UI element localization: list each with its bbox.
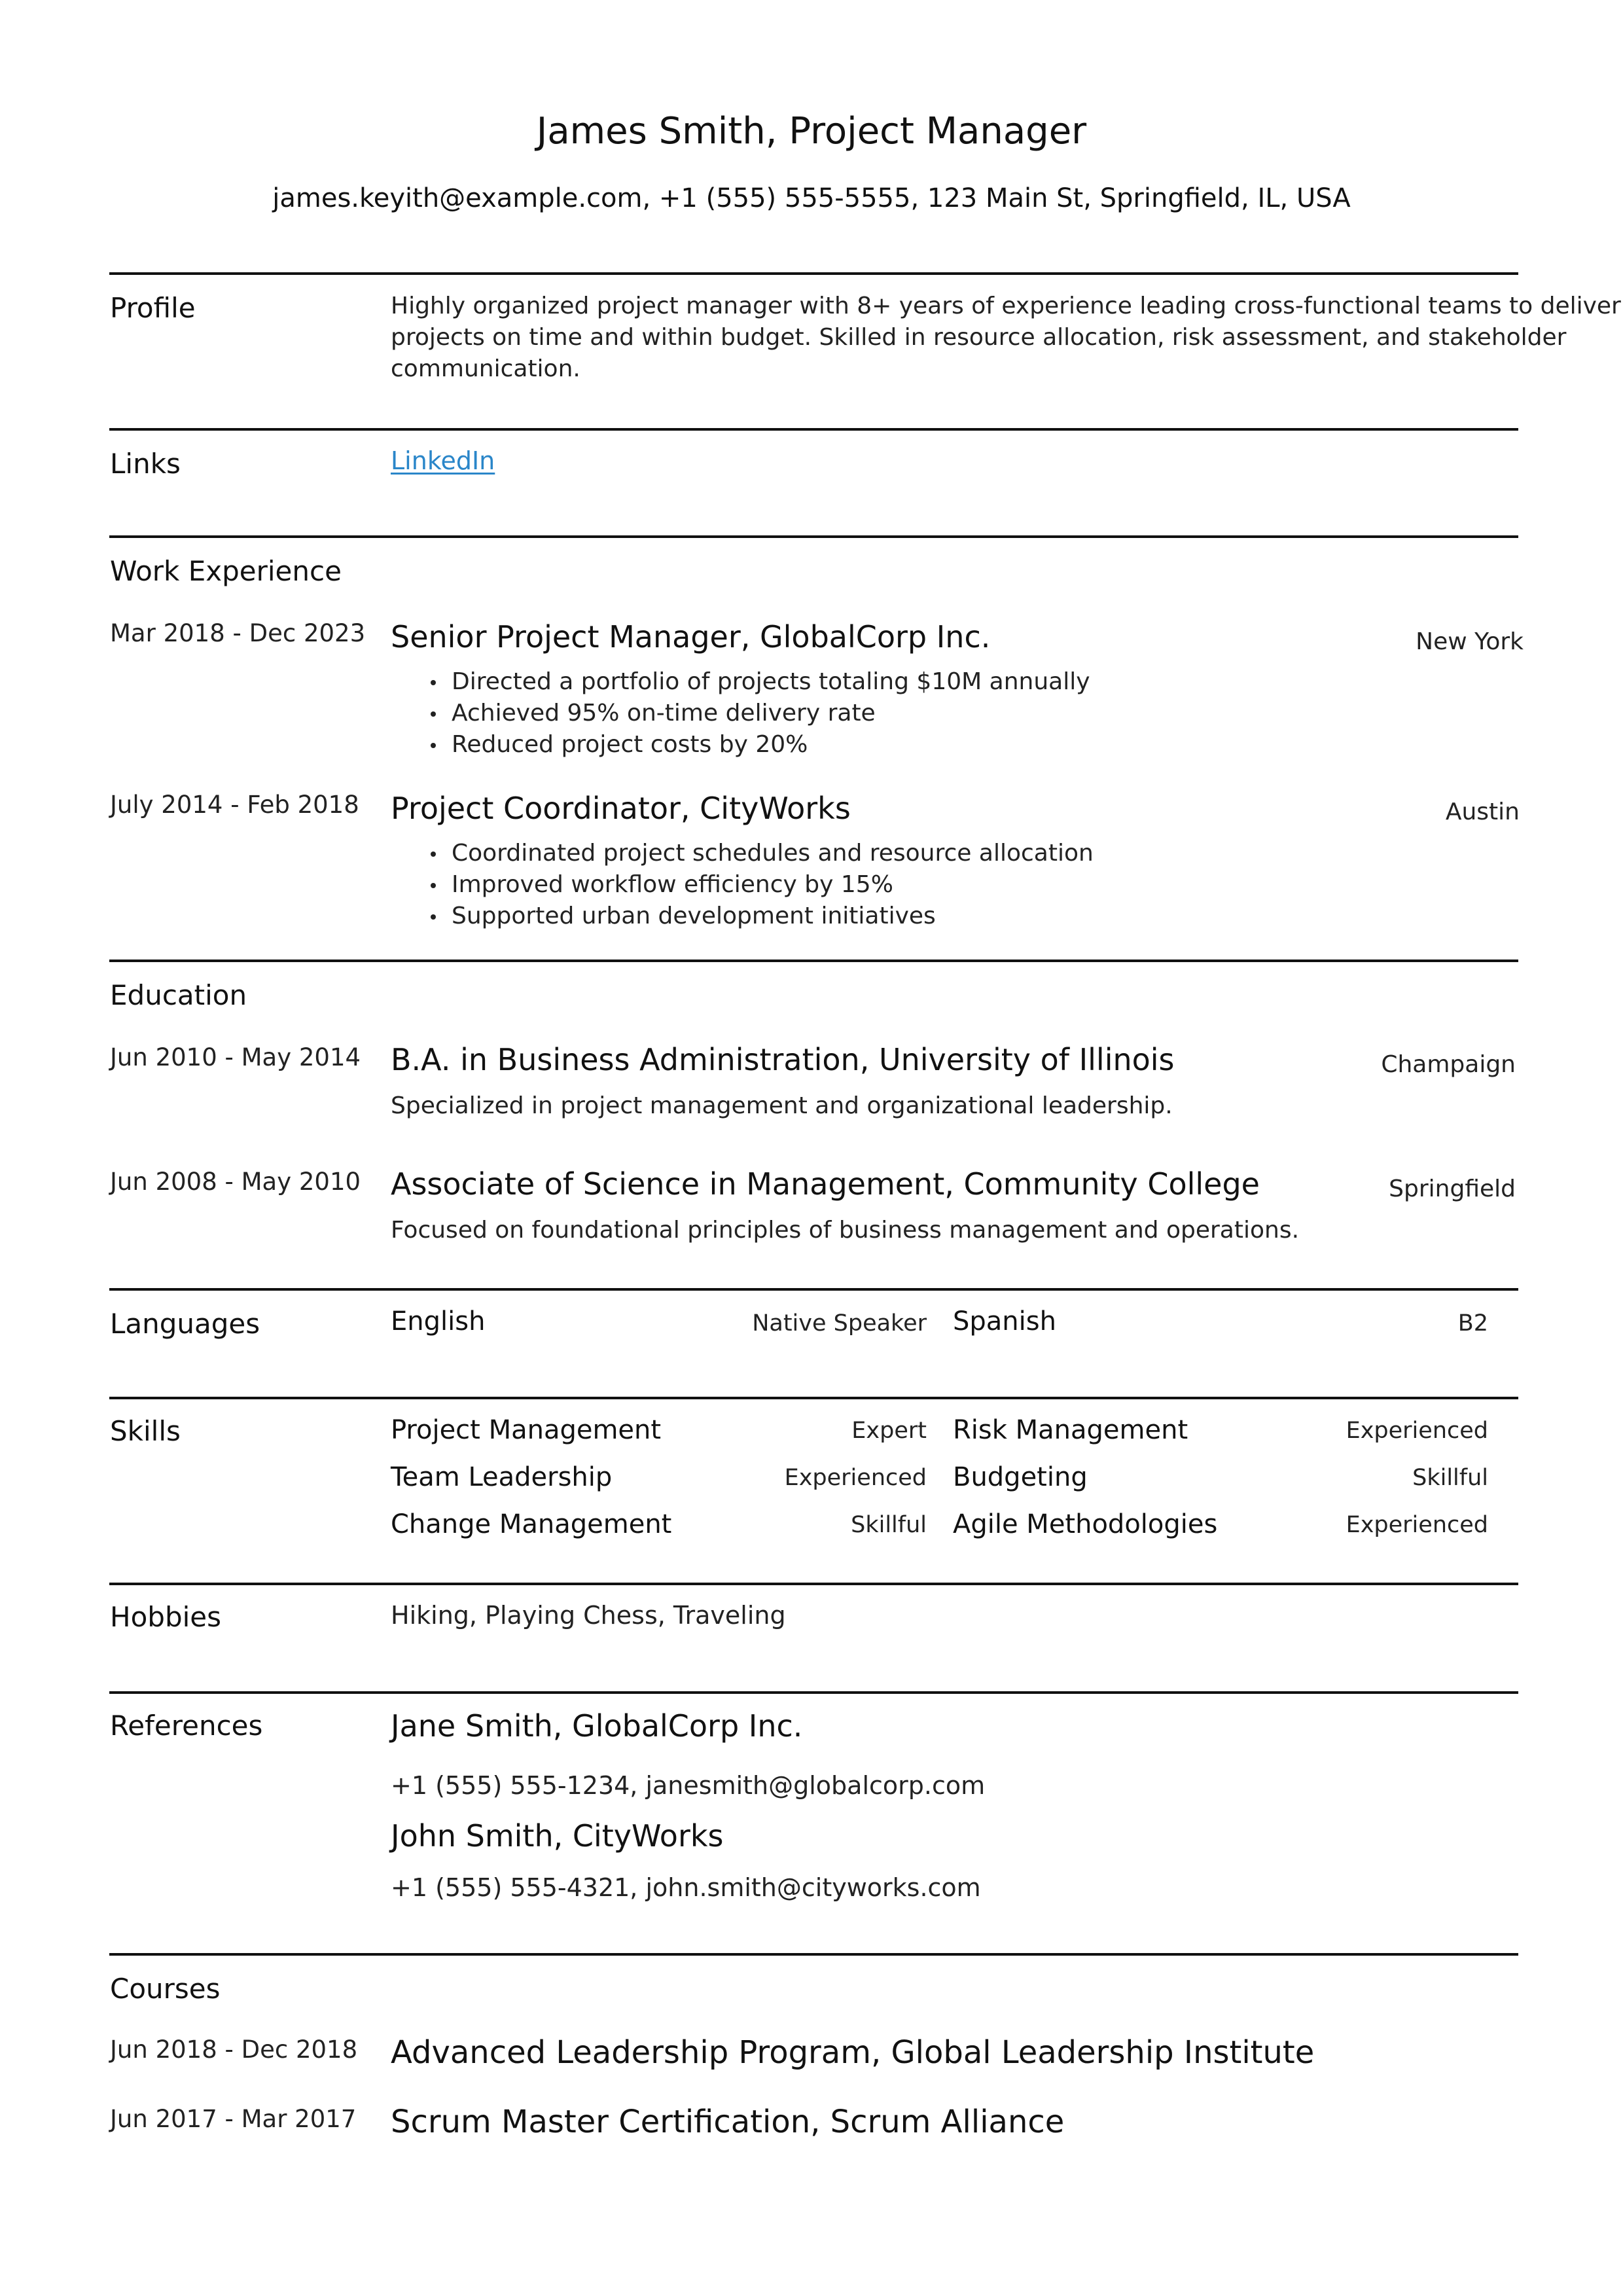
section-divider [109, 428, 1518, 431]
contact-line: james.keyith@example.com, +1 (555) 555-5555, 123 Main St, Springfield, IL, USA [272, 183, 1351, 213]
course-title: Advanced Leadership Program, Global Leadership Institute [391, 2034, 1315, 2071]
list-item: Achieved 95% on-time delivery rate [452, 698, 1090, 729]
work-bullets [452, 838, 1094, 932]
work-dates: Mar 2018 - Dec 2023 [110, 619, 366, 647]
hobbies-text: Hiking, Playing Chess, Traveling [391, 1601, 786, 1630]
section-label-skills: Skills [110, 1415, 181, 1447]
skill-name: Team Leadership [391, 1462, 613, 1492]
education-location: Springfield [1389, 1175, 1516, 1202]
list-item: Supported urban development initiatives [452, 901, 1094, 932]
education-dates: Jun 2008 - May 2010 [110, 1168, 361, 1196]
list-item: Improved workflow efficiency by 15% [452, 869, 1094, 901]
profile-line: communication. [391, 355, 580, 382]
education-description: Focused on foundational principles of business management and operations. [391, 1217, 1300, 1244]
work-title: Project Coordinator, CityWorks [391, 791, 851, 826]
language-level: Native Speaker [752, 1310, 927, 1336]
work-title: Senior Project Manager, GlobalCorp Inc. [391, 619, 991, 655]
work-location: Austin [1445, 798, 1520, 825]
list-item: Directed a portfolio of projects totaling $10M annually [452, 666, 1090, 698]
education-title: B.A. in Business Administration, University of Illinois [391, 1042, 1175, 1077]
work-bullets [452, 666, 1090, 761]
skill-level: Experienced [1346, 1418, 1488, 1444]
language-name: Spanish [953, 1306, 1056, 1336]
section-divider [109, 960, 1518, 962]
language-level: B2 [1457, 1310, 1488, 1336]
section-label-languages: Languages [110, 1308, 260, 1340]
skill-name: Budgeting [953, 1462, 1088, 1492]
skill-level: Experienced [784, 1465, 927, 1491]
skill-name: Agile Methodologies [953, 1509, 1218, 1539]
education-dates: Jun 2010 - May 2014 [110, 1043, 361, 1071]
section-label-profile: Profile [110, 292, 196, 324]
course-dates: Jun 2017 - Mar 2017 [110, 2105, 357, 2133]
reference-name: John Smith, CityWorks [391, 1818, 724, 1854]
section-label-courses: Courses [110, 1973, 221, 2005]
list-item: Coordinated project schedules and resource allocation [452, 838, 1094, 869]
section-divider [109, 272, 1518, 275]
education-location: Champaign [1381, 1051, 1516, 1078]
section-label-references: References [110, 1710, 263, 1742]
reference-contact: +1 (555) 555-1234, janesmith@globalcorp.com [391, 1771, 986, 1800]
section-divider [109, 1288, 1518, 1291]
list-item: Reduced project costs by 20% [452, 729, 1090, 761]
section-divider [109, 1953, 1518, 1956]
linkedin-link[interactable]: LinkedIn [391, 446, 495, 475]
work-dates: July 2014 - Feb 2018 [110, 791, 359, 819]
section-divider [109, 1583, 1518, 1585]
section-label-links: Links [110, 448, 181, 480]
skill-name: Risk Management [953, 1415, 1188, 1445]
resume-title: James Smith, Project Manager [536, 110, 1087, 152]
section-divider [109, 1691, 1518, 1694]
profile-line: projects on time and within budget. Skilled in resource allocation, risk assessment, and stakeholder [391, 324, 1567, 351]
profile-line: Highly organized project manager with 8+ years of experience leading cross-functional teams to deliver [391, 293, 1621, 319]
skill-level: Skillful [1412, 1465, 1488, 1491]
education-description: Specialized in project management and organizational leadership. [391, 1092, 1173, 1119]
education-title: Associate of Science in Management, Community College [391, 1166, 1260, 1202]
reference-name: Jane Smith, GlobalCorp Inc. [391, 1708, 803, 1744]
skill-name: Change Management [391, 1509, 672, 1539]
section-label-hobbies: Hobbies [110, 1601, 221, 1633]
reference-contact: +1 (555) 555-4321, john.smith@cityworks.com [391, 1873, 981, 1902]
section-label-work-experience: Work Experience [110, 555, 342, 587]
work-location: New York [1416, 628, 1524, 655]
course-dates: Jun 2018 - Dec 2018 [110, 2036, 358, 2064]
profile-summary [391, 291, 1621, 385]
section-label-education: Education [110, 979, 247, 1011]
language-name: English [391, 1306, 486, 1336]
course-title: Scrum Master Certification, Scrum Alliance [391, 2104, 1065, 2140]
section-divider [109, 535, 1518, 538]
skill-level: Expert [851, 1418, 927, 1444]
section-divider [109, 1397, 1518, 1399]
skill-level: Skillful [851, 1512, 927, 1538]
skill-level: Experienced [1346, 1512, 1488, 1538]
skill-name: Project Management [391, 1415, 662, 1445]
